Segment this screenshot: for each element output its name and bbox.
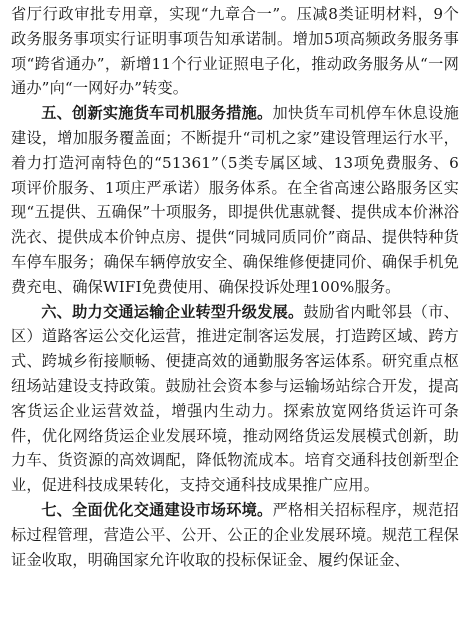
paragraph-enterprise-upgrade: [11, 300, 459, 498]
paragraph-body: 鼓励省内毗邻县（市、区）道路客运公交化运营，推进定制客运发展，打造跨区域、跨方式、跨城乡衔接顺畅、便捷高效的通勤服务客运体系。研究重点枢纽场站建设支持政策。鼓励社会资本参与运输场站综合开发，提高客货运企业运营效益，增强内生动力。探索放宽网络货运许可条件，优化网络货运企业发展环境，推动网络货运发展模式创新，助力车、货资源的高效调配，降低物流成本。培育交通科技创新型企业，促进科技成果转化，支持交通科技成果推广应用。: [11, 302, 460, 495]
section-heading: 七、全面优化交通建设市场环境。: [41, 500, 273, 519]
paragraph-approval-seal: [11, 2, 459, 101]
paragraph-body: 严格相关招标程序，规范招标过程管理，营造公平、公开、公正的企业发展环境。规范工程保证金收取，明确国家允许收取的投标保证金、履约保证金、: [11, 500, 459, 569]
section-heading: 六、助力交通运输企业转型升级发展。: [41, 302, 304, 321]
paragraph-body: 加快货车司机停车休息设施建设，增加服务覆盖面；不断提升“司机之家”建设管理运行水平，着力打造河南特色的“51361”（5类专属区域、13项免费服务、6项评价服务、1项庄严承诺）服务体系。在全省高速公路服务区实现“五提供、五确保”十项服务，即提供优惠就餐、提供成本价淋浴洗衣、提供成本价钟点房、提供“同城同质同价”商品、提供特种货车停车服务；确保车辆停放安全、确保维修便捷同价、确保手机免费充电、确保WIFI免费使用、确保投诉处理100%服务。: [11, 104, 459, 296]
paragraph-body: 省厅行政审批专用章，实现“九章合一”。压减8类证明材料，9个政务服务事项实行证明事项告知承诺制。增加5项高频政务服务事项“跨省通办”，新增11个行业证照电子化，推动政务服务从“一网通办”向“一网好办”转变。: [11, 5, 459, 98]
section-heading: 五、创新实施货车司机服务措施。: [41, 104, 273, 123]
paragraph-construction-market: [11, 498, 459, 572]
paragraph-truck-driver-services: [11, 101, 459, 299]
